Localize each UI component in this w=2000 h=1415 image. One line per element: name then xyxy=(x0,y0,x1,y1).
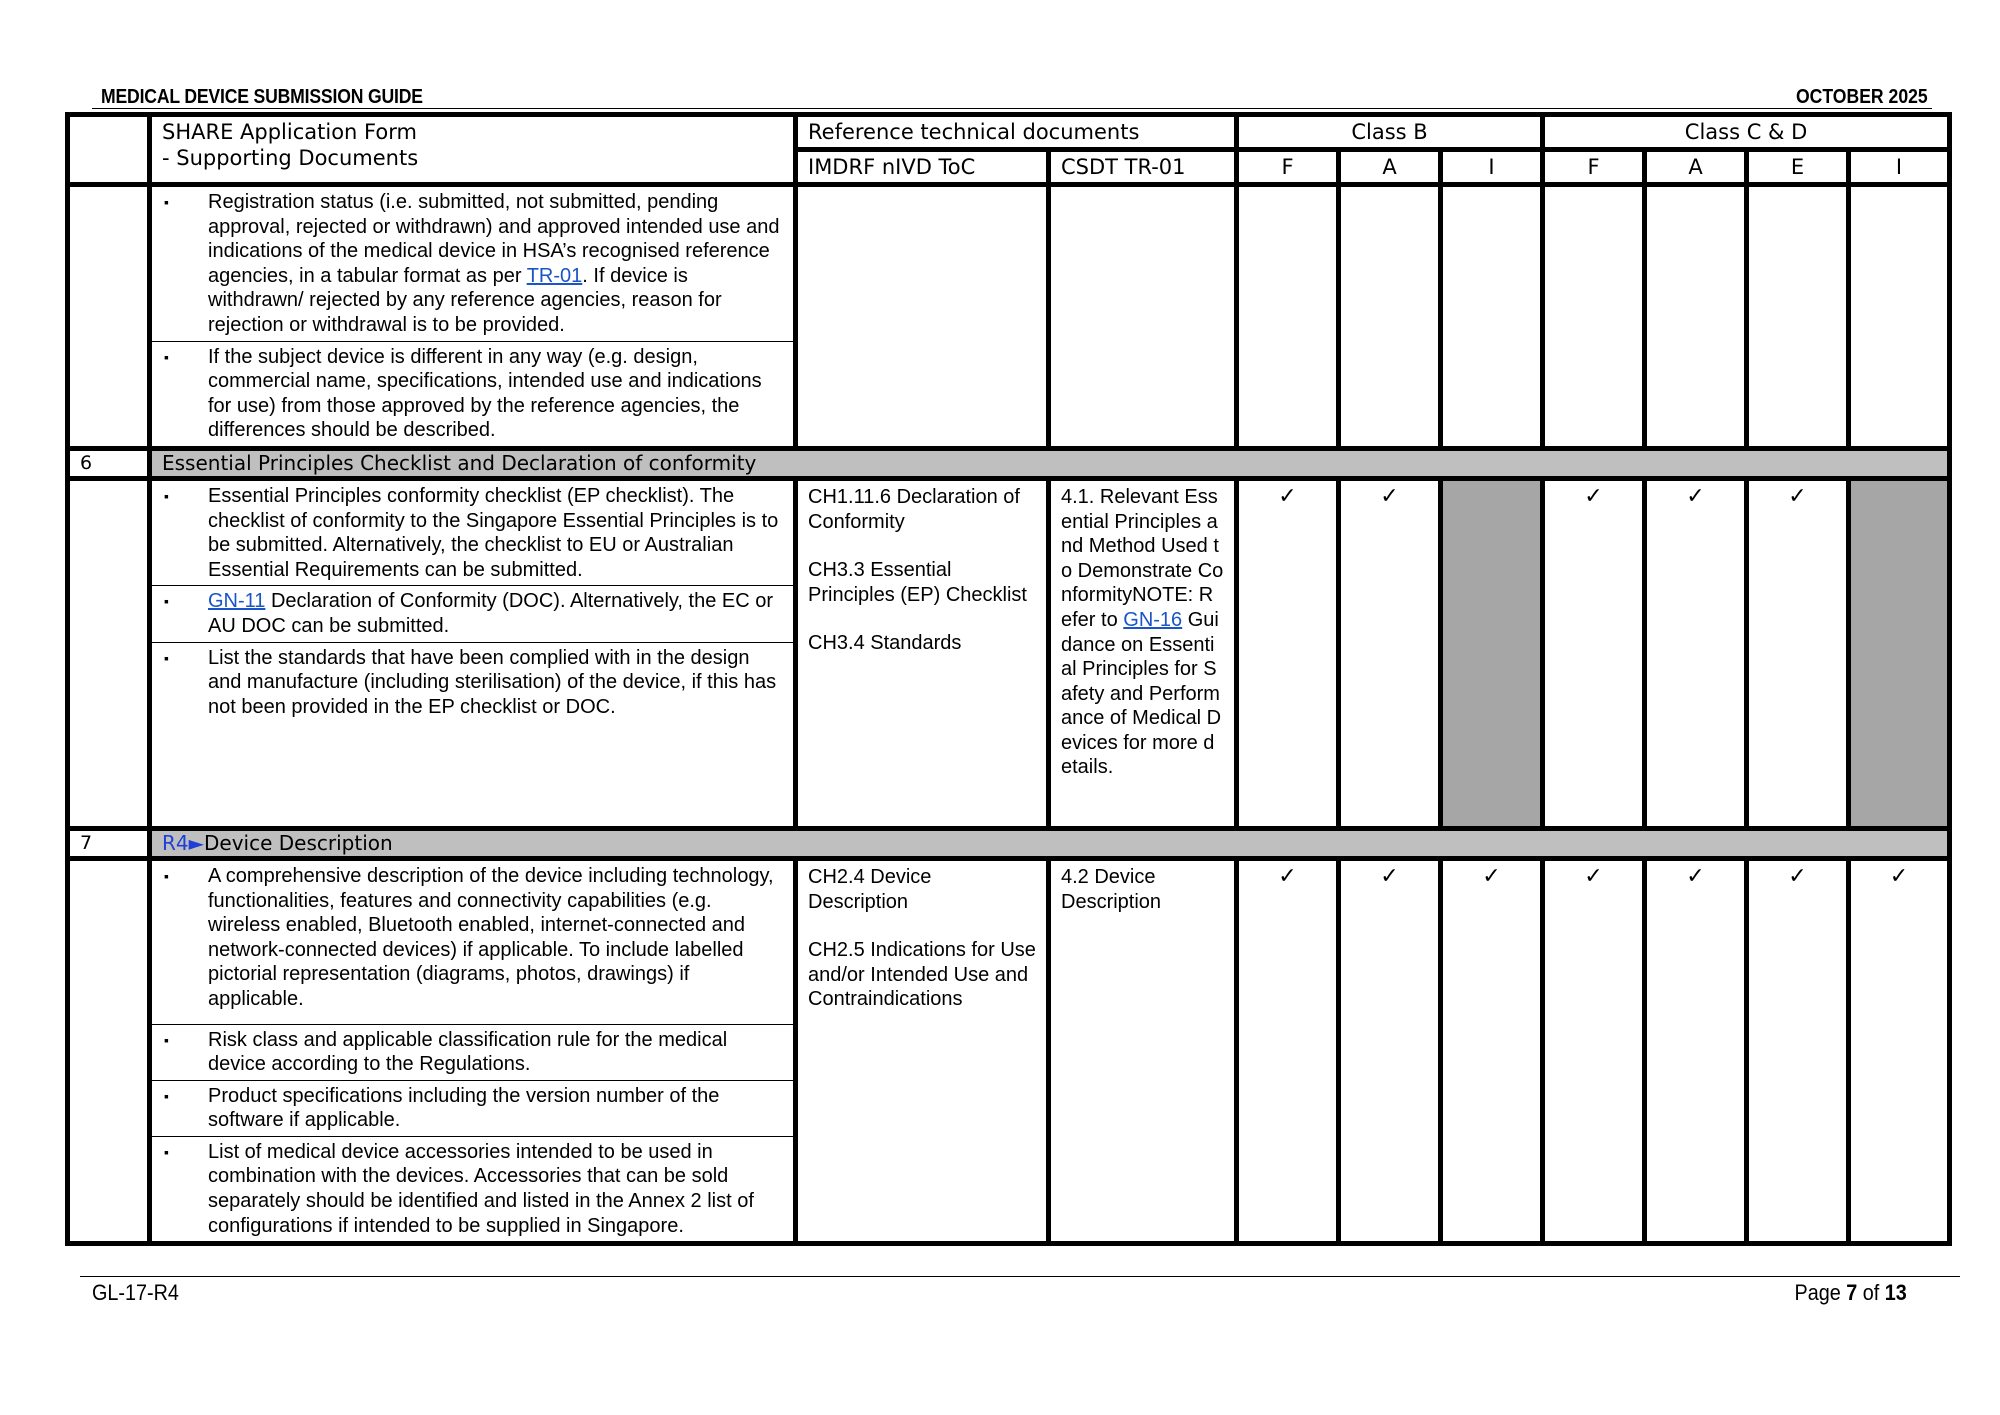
bullet-icon: ▪ xyxy=(164,1031,169,1048)
mark-cell xyxy=(1237,185,1339,449)
csdt-ref: Guidance on Essential Principles for Safety and Performance of Medical Devices for more details. xyxy=(1061,608,1222,779)
bullet-icon: ▪ xyxy=(164,1143,169,1160)
list-item xyxy=(152,1137,793,1241)
header-rule xyxy=(92,108,1932,109)
bullet-icon: ▪ xyxy=(164,194,169,210)
item-text: Product specifications including the version number of the software if applicable. xyxy=(208,1084,720,1132)
check-mark: ✓ xyxy=(1849,858,1950,1243)
list-item xyxy=(152,643,793,723)
bullet-icon: ▪ xyxy=(164,487,169,504)
check-mark: ✓ xyxy=(1543,478,1645,828)
item-text: A comprehensive description of the device including technology, functionalities, features and connectivity capabilities (e.g. wireless enabled, Bluetooth enabled, internet-connected and network-connected devices) if applicable. To include labelled pictorial representation (diagrams, photos, drawings) if applicable. xyxy=(208,864,774,1010)
item-text-part: Declaration of Conformity (DOC). Alternatively, the EC or AU DOC can be submitted. xyxy=(208,590,773,637)
item-list xyxy=(150,185,796,449)
list-item xyxy=(152,481,793,586)
list-item xyxy=(152,187,793,342)
submission-table xyxy=(65,112,1952,1246)
csdt-cell: 4.2 Device Description xyxy=(1049,858,1237,1243)
check-mark: ✓ xyxy=(1339,478,1441,828)
check-mark: ✓ xyxy=(1645,858,1747,1243)
number-cell xyxy=(68,478,150,828)
item-text xyxy=(208,589,783,638)
csdt-cell xyxy=(1049,478,1237,828)
header-ref-docs: Reference technical documents xyxy=(796,115,1237,150)
number-cell xyxy=(68,858,150,1243)
section-6-header xyxy=(68,448,1950,478)
header-classb-a: A xyxy=(1339,150,1441,185)
footer-rule xyxy=(80,1276,1960,1277)
check-mark: ✓ xyxy=(1339,858,1441,1243)
page-current: 7 xyxy=(1846,1280,1858,1305)
not-applicable-cell xyxy=(1441,478,1543,828)
header-classcd-e: E xyxy=(1747,150,1849,185)
header-classcd-f: F xyxy=(1543,150,1645,185)
item-text: List the standards that have been complied with in the design and manufacture (including sterilisation) of the device, if this has not been provided in the EP checklist or DOC. xyxy=(208,646,777,718)
item-text-part: Registration status (i.e. submitted, not submitted, pending approval, rejected or withdrawn) and approved intended use and indications of the medical device in HSA’s recognised reference agencies, in a tabular format as per xyxy=(208,191,780,287)
not-applicable-cell xyxy=(1849,478,1950,828)
header-classcd-a: A xyxy=(1645,150,1747,185)
check-mark: ✓ xyxy=(1747,858,1849,1243)
section-number: 7 xyxy=(68,828,150,858)
check-mark: ✓ xyxy=(1543,858,1645,1243)
imdrf-ref: CH3.3 Essential Principles (EP) Checklist xyxy=(808,559,1027,606)
bullet-icon: ▪ xyxy=(164,649,169,666)
csdt-ref: 4.1. Relevant Essential Principles and Method Used to Demonstrate ConformityNOTE: Refer to xyxy=(1061,485,1224,631)
imdrf-cell xyxy=(796,858,1049,1243)
bullet-icon: ▪ xyxy=(164,867,169,884)
item-list xyxy=(150,478,796,828)
list-item xyxy=(152,1025,793,1081)
section-number: 6 xyxy=(68,448,150,478)
bullet-icon: ▪ xyxy=(164,593,169,610)
item-text-part: . If device is withdrawn/ rejected by any reference agencies, reason for rejection or withdrawal is to be provided. xyxy=(208,264,722,336)
list-item xyxy=(152,1081,793,1137)
document-title: MEDICAL DEVICE SUBMISSION GUIDE xyxy=(101,86,423,108)
mark-cell xyxy=(1543,185,1645,449)
document-date: OCTOBER 2025 xyxy=(1796,86,1928,108)
check-mark: ✓ xyxy=(1747,478,1849,828)
check-mark: ✓ xyxy=(1237,478,1339,828)
section-title: Essential Principles Checklist and Declaration of conformity xyxy=(150,448,1950,478)
imdrf-cell xyxy=(796,185,1049,449)
header-imdrf: IMDRF nIVD ToC xyxy=(796,150,1049,185)
item-text: Risk class and applicable classification rule for the medical device according to the Regulations. xyxy=(208,1028,728,1076)
list-item xyxy=(152,586,793,642)
imdrf-ref: CH2.4 Device Description xyxy=(808,865,932,913)
mark-cell xyxy=(1747,185,1849,449)
header-csdt: CSDT TR-01 xyxy=(1049,150,1237,185)
continuation-row xyxy=(68,185,1950,449)
list-item xyxy=(152,342,793,446)
revision-tag: R4► xyxy=(162,830,205,855)
mark-cell xyxy=(1339,185,1441,449)
gn16-link[interactable]: GN-16 xyxy=(1123,608,1183,631)
tr01-link[interactable]: TR-01 xyxy=(526,264,583,287)
number-cell xyxy=(68,185,150,449)
item-text xyxy=(208,190,783,338)
header-classcd-i: I xyxy=(1849,150,1950,185)
imdrf-ref: CH1.11.6 Declaration of Conformity xyxy=(808,485,1020,533)
imdrf-ref: CH3.4 Standards xyxy=(808,632,962,655)
mark-cell xyxy=(1849,185,1950,449)
form-title-line1: SHARE Application Form xyxy=(162,120,417,144)
header-classb-i: I xyxy=(1441,150,1543,185)
page-total: 13 xyxy=(1884,1280,1907,1305)
header-row-1 xyxy=(68,115,1950,150)
item-list xyxy=(150,858,796,1243)
check-mark: ✓ xyxy=(1237,858,1339,1243)
header-class-cd: Class C & D xyxy=(1543,115,1950,150)
gn11-link[interactable]: GN-11 xyxy=(208,590,266,613)
page-of: of xyxy=(1857,1280,1885,1305)
mark-cell xyxy=(1645,185,1747,449)
document-id: GL-17-R4 xyxy=(92,1280,179,1305)
check-mark: ✓ xyxy=(1645,478,1747,828)
header-class-b: Class B xyxy=(1237,115,1543,150)
section-7-row xyxy=(68,858,1950,1243)
page-number xyxy=(1795,1280,1907,1306)
header-number-cell xyxy=(68,115,150,185)
item-text: Essential Principles conformity checklist (EP checklist). The checklist of conformity to the Singapore Essential Principles is to be submitted. Alternatively, the checklist to EU or Australian Essential Requirements can be submitted. xyxy=(208,484,779,581)
bullet-icon: ▪ xyxy=(164,348,169,365)
imdrf-ref: CH2.5 Indications for Use and/or Intended Use and Contraindications xyxy=(808,939,1036,1011)
item-text: List of medical device accessories intended to be used in combination with the devices. Accessories that can be sold separately should be identified and listed in the Annex 2 list of configurations if intended to be supplied in Singapore. xyxy=(208,1140,754,1237)
section-title xyxy=(150,828,1950,858)
header-classb-f: F xyxy=(1237,150,1339,185)
csdt-cell xyxy=(1049,185,1237,449)
form-title-line2: - Supporting Documents xyxy=(162,146,419,170)
header-form-title xyxy=(150,115,796,185)
section-7-header xyxy=(68,828,1950,858)
page-word: Page xyxy=(1794,1280,1847,1305)
imdrf-cell xyxy=(796,478,1049,828)
section-title-text: Device Description xyxy=(204,830,393,855)
section-6-row xyxy=(68,478,1950,828)
check-mark: ✓ xyxy=(1441,858,1543,1243)
item-text: If the subject device is different in any way (e.g. design, commercial name, specifications, intended use and indications for use) from those approved by the reference agencies, the differences should be described. xyxy=(208,345,762,442)
mark-cell xyxy=(1441,185,1543,449)
list-item xyxy=(152,861,793,1025)
bullet-icon: ▪ xyxy=(164,1087,169,1104)
